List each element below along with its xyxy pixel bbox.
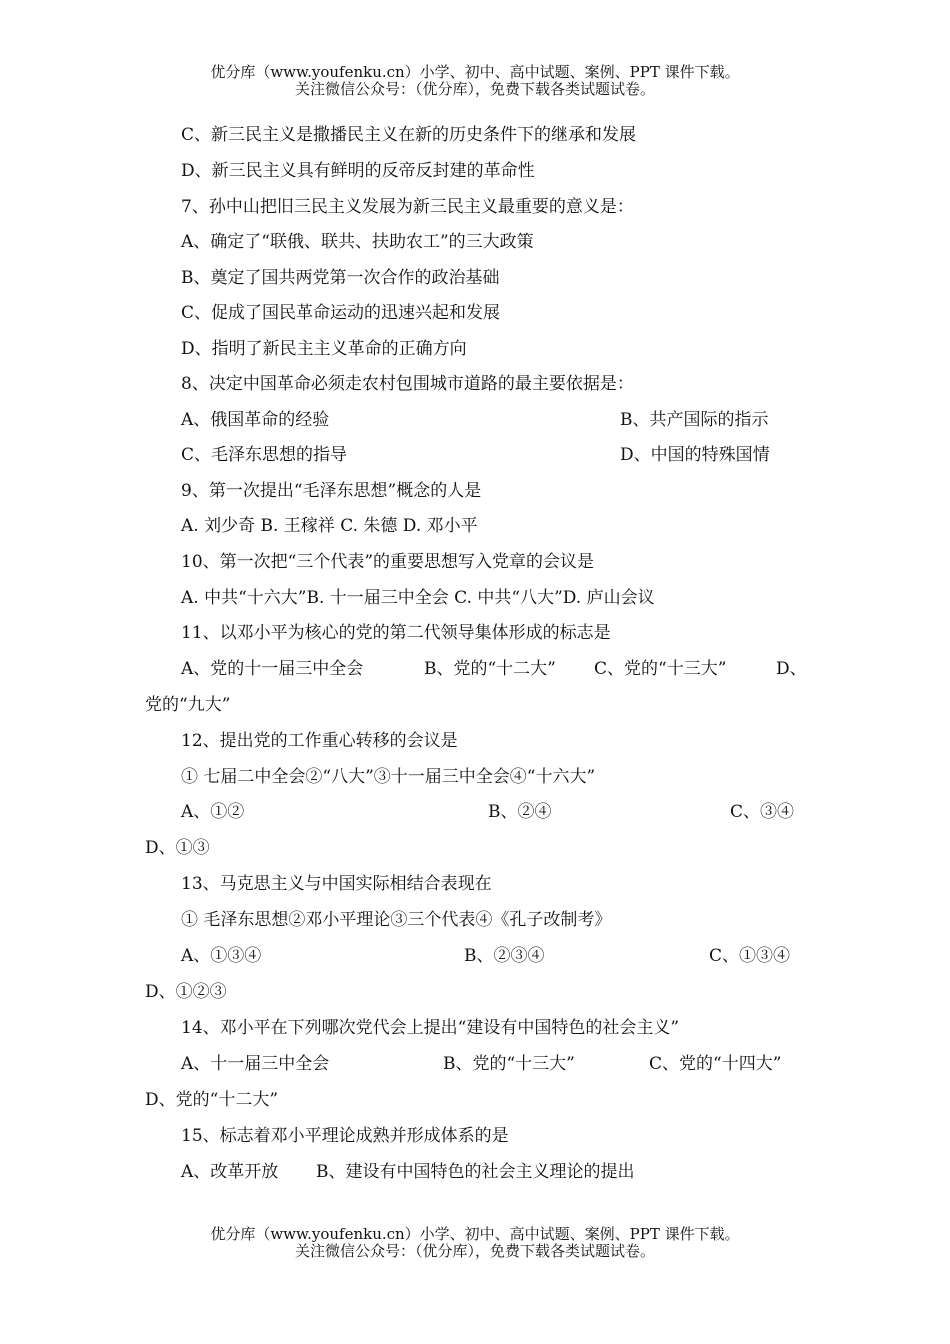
header-line-1: 优分库（www.youfenku.cn）小学、初中、高中试题、案例、PPT 课件下载。 <box>210 63 740 81</box>
option-d-q11: 党的“九大” <box>145 695 231 715</box>
option-c-q12: C、③④ <box>730 802 795 822</box>
option-b-q15: B、建设有中国特色的社会主义理论的提出 <box>316 1162 635 1182</box>
option-a-q14: A、十一届三中全会 <box>181 1054 330 1074</box>
option-a-q11: A、党的十一届三中全会 <box>181 659 364 679</box>
option-d-q7: D、指明了新民主主义革命的正确方向 <box>181 339 467 359</box>
option-b-q14: B、党的“十三大” <box>443 1054 575 1074</box>
option-b-q11: B、党的“十二大” <box>424 659 556 679</box>
option-b-q7: B、奠定了国共两党第一次合作的政治基础 <box>181 268 500 288</box>
question-12: 12、提出党的工作重心转移的会议是 <box>181 731 458 751</box>
question-9: 9、第一次提出“毛泽东思想”概念的人是 <box>181 481 482 501</box>
option-b-q13: B、②③④ <box>464 946 545 966</box>
option-c-q7: C、促成了国民革命运动的迅速兴起和发展 <box>181 303 501 323</box>
option-c-q11: C、党的“十三大” <box>594 659 727 679</box>
options-q9: A. 刘少奇 B. 王稼祥 C. 朱德 D. 邓小平 <box>181 516 478 536</box>
option-a-q13: A、①③④ <box>181 946 262 966</box>
page-footer <box>0 1226 950 1260</box>
footer-line-2: 关注微信公众号：（优分库），免费下载各类试题试卷。 <box>294 1242 655 1260</box>
option-d-q12: D、①③ <box>145 838 210 858</box>
question-10: 10、第一次把“三个代表”的重要思想写入党章的会议是 <box>181 552 595 572</box>
option-a-q12: A、①② <box>181 802 245 822</box>
option-c-q14: C、党的“十四大” <box>649 1054 782 1074</box>
choices-q12: ① 七届二中全会②“八大”③十一届三中全会④“十六大” <box>181 767 596 787</box>
question-8: 8、决定中国革命必须走农村包围城市道路的最主要依据是： <box>181 374 634 394</box>
option-d-q14: D、党的“十二大” <box>145 1090 279 1110</box>
header-line-2: 关注微信公众号：（优分库），免费下载各类试题试卷。 <box>294 80 655 98</box>
option-d-q8: D、中国的特殊国情 <box>620 445 770 465</box>
page-header <box>0 64 950 98</box>
option-d-q13: D、①②③ <box>145 982 227 1002</box>
option-d-q6: D、新三民主义具有鲜明的反帝反封建的革命性 <box>181 161 535 181</box>
question-14: 14、邓小平在下列哪次党代会上提出“建设有中国特色的社会主义” <box>181 1018 680 1038</box>
question-11: 11、以邓小平为核心的党的第二代领导集体形成的标志是 <box>181 623 611 643</box>
footer-line-1: 优分库（www.youfenku.cn）小学、初中、高中试题、案例、PPT 课件下载。 <box>210 1225 740 1243</box>
option-a-q15: A、改革开放 <box>181 1162 279 1182</box>
option-c-q13: C、①③④ <box>709 946 791 966</box>
option-a-q8: A、俄国革命的经验 <box>181 410 330 430</box>
question-7: 7、孙中山把旧三民主义发展为新三民主义最重要的意义是： <box>181 197 634 217</box>
choices-q13: ① 毛泽东思想②邓小平理论③三个代表④《孔子改制考》 <box>181 910 612 930</box>
option-d-q11-prefix: D、 <box>776 659 807 679</box>
option-b-q12: B、②④ <box>488 802 552 822</box>
option-b-q8: B、共产国际的指示 <box>620 410 769 430</box>
question-15: 15、标志着邓小平理论成熟并形成体系的是 <box>181 1126 509 1146</box>
option-c-q6: C、新三民主义是撒播民主义在新的历史条件下的继承和发展 <box>181 125 637 145</box>
option-c-q8: C、毛泽东思想的指导 <box>181 445 348 465</box>
options-q10: A. 中共“十六大”B. 十一届三中全会 C. 中共“八大”D. 庐山会议 <box>181 588 655 608</box>
question-13: 13、马克思主义与中国实际相结合表现在 <box>181 874 492 894</box>
option-a-q7: A、确定了“联俄、联共、扶助农工”的三大政策 <box>181 232 534 252</box>
